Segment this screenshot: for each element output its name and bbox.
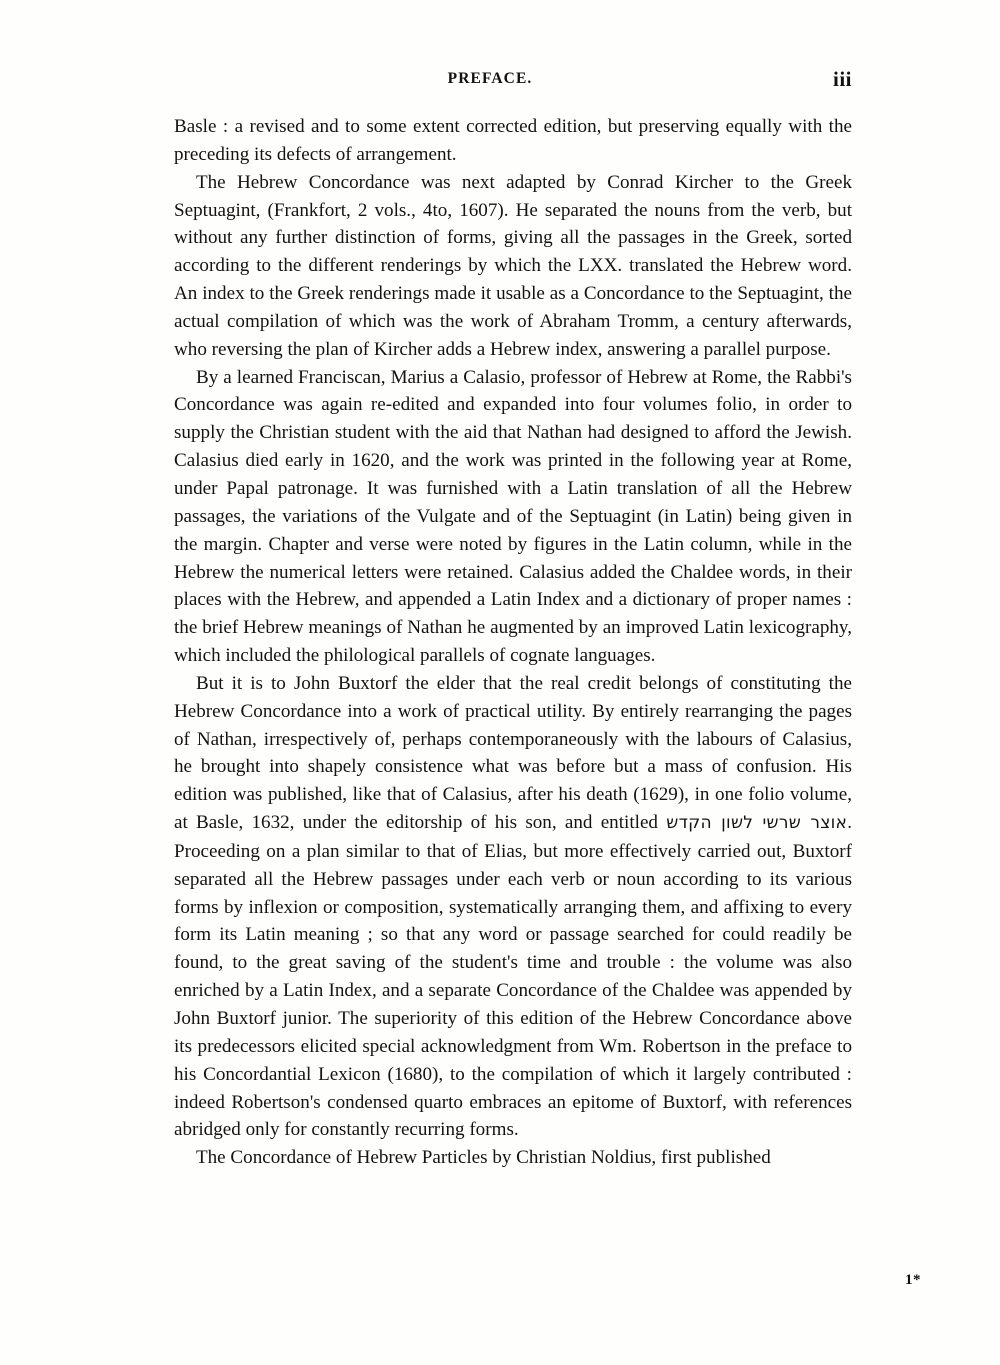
paragraph-noldius: The Concordance of Hebrew Particles by Christian Noldius, first published: [195, 1147, 771, 1169]
paragraph-calasio: By a learned Franciscan, Marius a Calasio, professor of Hebrew at Rome, the Rabbi's Concordance was again re-edited and expanded into four volumes folio, in order to supply the Christian student with the aid that Nathan had designed to afford the Jewish. Calasius died early in 1620, and the work was printed in the following year at Rome, under Papal patronage. It was furnished with a Latin translation of all the Hebrew passages, the variations of the Vulgate and of the Septuagint (in Latin) being given in the margin. Chapter and verse were noted by figures in the Latin column, while in the Hebrew the numerical letters were retained. Calasius added the Chaldee words, in their places with the Hebrew, and appended a Latin Index and a dictionary of proper names : the brief Hebrew meanings of Nathan he augmented by an improved Latin lexicography, which included the philological parallels of cognate languages.: [174, 366, 852, 667]
body-text-block: [174, 113, 852, 1172]
hebrew-title-otzar-shorshei: אוצר שרשי לשון הקדש: [666, 813, 848, 834]
paragraph-buxtorf-part-1: But it is to John Buxtorf the elder that the real credit belongs of constituting the Hebrew Concordance into a work of practical utility. By entirely rearranging the pages of Nathan, irrespectively of, perhaps contemporaneously with the labours of Calasius, he brought into shapely consistence what was before but a mass of confusion. His edition was published, like that of Calasius, after his death (1629), in one folio volume, at Basle, 1632, under the editorship of his son, and entitled: [174, 672, 852, 834]
signature-mark: 1*: [905, 1272, 921, 1288]
page-number: iii: [832, 67, 852, 91]
paragraph-buxtorf-part-2: . Proceeding on a plan similar to that of Elias, but more effectively carried out, Buxtorf separated all the Hebrew passages under each verb or noun according to its various forms by inflexion or composition, systematically arranging them, and affixing to every form its Latin meaning ; so that any word or passage searched for could readily be found, to the great saving of the student's time and trouble : the volume was also enriched by a Latin Index, and a separate Concordance of the Chaldee was appended by John Buxtorf junior. The superiority of this edition of the Hebrew Concordance above its predecessors elicited special acknowledgment from Wm. Robertson in the preface to his Concordantial Lexicon (1680), to the compilation of which it largely contributed : indeed Robertson's condensed quarto embraces an epitome of Buxtorf, with references abridged only for constantly recurring forms.: [174, 812, 852, 1141]
paragraph-basle-revision: Basle : a revised and to some extent corrected edition, but preserving equally with the preceding its defects of arrangement.: [174, 116, 852, 165]
running-head: [174, 67, 852, 96]
paragraph-buxtorf: [174, 670, 852, 1144]
page-title: PREFACE.: [447, 70, 533, 87]
paragraph-kircher-septuagint: The Hebrew Concordance was next adapted by Conrad Kircher to the Greek Septuagint, (Frankfort, 2 vols., 4to, 1607). He separated the nouns from the verb, but without any further distinction of forms, giving all the passages in the Greek, sorted according to the different renderings by which the LXX. translated the Hebrew word. An index to the Greek renderings made it usable as a Concordance to the Septuagint, the actual compilation of which was the work of Abraham Tromm, a century afterwards, who reversing the plan of Kircher adds a Hebrew index, answering a parallel purpose.: [174, 171, 852, 360]
